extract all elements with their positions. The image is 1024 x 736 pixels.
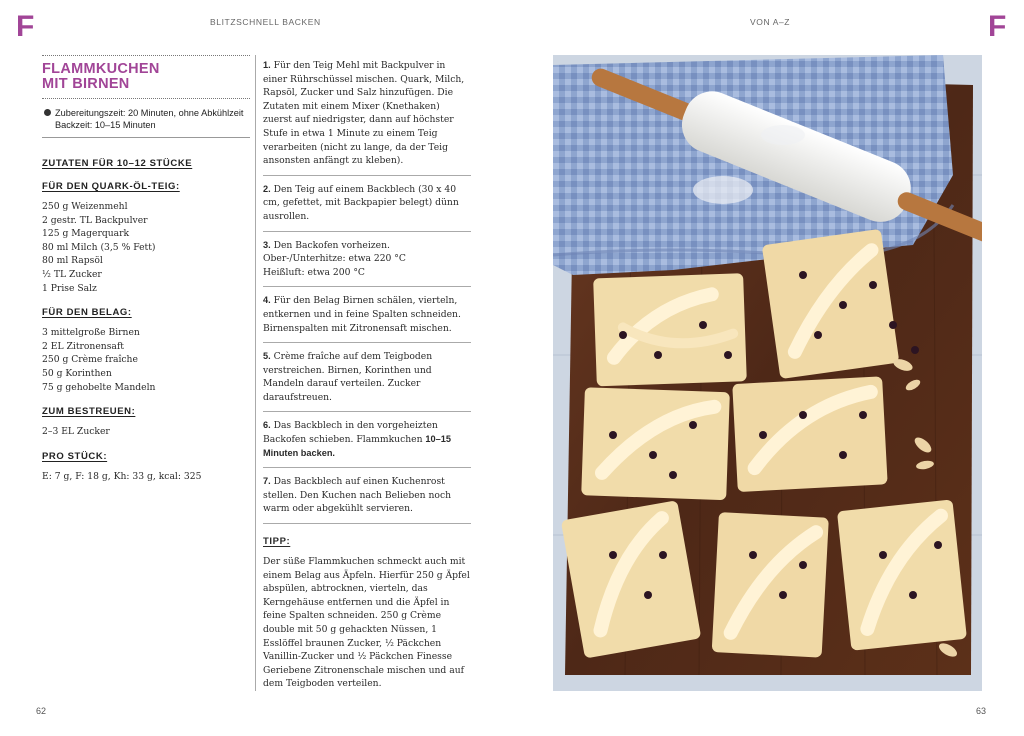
ingredient: 125 g Magerquark bbox=[42, 228, 130, 240]
step-7 bbox=[263, 474, 471, 524]
dough-list bbox=[42, 200, 250, 295]
tip-heading: TIPP: bbox=[263, 536, 291, 548]
pastry-slice bbox=[762, 229, 900, 379]
topping-list bbox=[42, 326, 250, 394]
step-number: 2. bbox=[263, 183, 271, 194]
pastry-slice bbox=[837, 499, 967, 650]
step-6 bbox=[263, 418, 471, 468]
step-text: Für den Belag Birnen schälen, vierteln, entkernen und in feine Spalten schneiden. Birnenspalten mit Zitronensaft mischen. bbox=[263, 295, 461, 334]
dough-heading: FÜR DEN QUARK-ÖL-TEIG: bbox=[42, 181, 180, 192]
step-number: 6. bbox=[263, 420, 271, 431]
step-5 bbox=[263, 349, 471, 412]
step-text: Das Backblech in den vorgeheizten Backofen schieben. Flammkuchen bbox=[263, 420, 438, 446]
ingredient: 75 g gehobelte Mandeln bbox=[42, 381, 156, 393]
nutrition-info: E: 7 g, F: 18 g, Kh: 33 g, kcal: 325 bbox=[42, 470, 202, 482]
recipe-title-line2: MIT BIRNEN bbox=[42, 76, 130, 92]
step-text: Den Teig auf einem Backblech (30 x 40 cm, gefettet, mit Backpapier belegt) dünn ausrollen. bbox=[263, 183, 459, 222]
step-number: 7. bbox=[263, 476, 271, 487]
flour-dust bbox=[693, 176, 753, 204]
step-text: Das Backblech auf einen Kuchenrost stellen. Den Kuchen nach Belieben noch warm oder abgekühlt servieren. bbox=[263, 476, 452, 515]
tip-text: Der süße Flammkuchen schmeckt auch mit einem Belag aus Äpfeln. Hierfür 250 g Äpfel abspülen, abtrocknen, vierteln, das Kerngehäuse entfernen und die Äpfel in feine Spalten schneiden. 250 g Crème double mit 50 g gehackten Nüssen, 1 Esslöffel braunen Zucker, ½ Päckchen Vanillin-Zucker und ½ Päckchen Finesse Geriebene Zitronenschale mischen und auf dem Teigboden verteilen. bbox=[263, 556, 470, 690]
oven-conventional: Ober-/Unterhitze: etwa 220 °C bbox=[263, 253, 406, 265]
recipe-title bbox=[42, 56, 250, 98]
page-number-left: 62 bbox=[36, 706, 47, 716]
pastry-slice bbox=[581, 387, 730, 500]
per-piece-heading: PRO STÜCK: bbox=[42, 450, 108, 462]
ingredient: 250 g Crème fraîche bbox=[42, 354, 138, 366]
pastry-slice bbox=[732, 376, 887, 492]
step-number: 1. bbox=[263, 60, 271, 70]
page-number-right: 63 bbox=[976, 706, 987, 716]
section-letter-right: F bbox=[988, 10, 1007, 43]
ingredient: 80 ml Rapsöl bbox=[42, 255, 103, 267]
pastry-slice bbox=[712, 512, 829, 658]
ingredient: 250 g Weizenmehl bbox=[42, 201, 128, 212]
ingredient: 2 EL Zitronensaft bbox=[42, 340, 124, 352]
ingredient: 3 mittelgroße Birnen bbox=[42, 327, 140, 339]
ingredient: 1 Prise Salz bbox=[42, 282, 97, 294]
bake-time: Backzeit: 10–15 Minuten bbox=[55, 120, 156, 130]
oven-fan: Heißluft: etwa 200 °C bbox=[263, 266, 365, 278]
step-3 bbox=[263, 238, 471, 288]
recipe-title-line1: FLAMMKUCHEN bbox=[42, 61, 160, 77]
column-divider bbox=[255, 55, 256, 691]
pastry-slice bbox=[561, 500, 702, 658]
step-1 bbox=[263, 58, 471, 176]
step-number: 4. bbox=[263, 295, 271, 306]
topping-heading: FÜR DEN BELAG: bbox=[42, 307, 132, 319]
recipe-photo bbox=[553, 55, 982, 691]
step-2 bbox=[263, 182, 471, 232]
running-head-left: BLITZSCHNELL BACKEN bbox=[210, 17, 321, 27]
step-emphasis: 10–15 Minuten backen. bbox=[263, 434, 451, 458]
pastry-slice bbox=[593, 273, 747, 386]
yield-heading: ZUTATEN FÜR 10–12 STÜCKE bbox=[42, 158, 193, 169]
step-number: 5. bbox=[263, 351, 271, 362]
prep-info bbox=[42, 99, 250, 137]
ingredient: ½ TL Zucker bbox=[42, 268, 102, 280]
ingredient: 80 ml Milch (3,5 % Fett) bbox=[42, 241, 156, 253]
section-letter-left: F bbox=[16, 10, 35, 43]
ingredient: 2 gestr. TL Backpulver bbox=[42, 214, 148, 226]
sprinkle-heading: ZUM BESTREUEN: bbox=[42, 406, 136, 418]
step-text: Crème fraîche auf dem Teigboden verstreichen. Birnen, Korinthen und Mandeln darauf verteilen. Zucker daraufstreuen. bbox=[263, 351, 433, 403]
step-number: 3. bbox=[263, 239, 271, 250]
clock-icon bbox=[44, 109, 51, 116]
running-head-right: VON A–Z bbox=[750, 17, 791, 27]
step-4 bbox=[263, 293, 471, 343]
instructions-column bbox=[263, 58, 471, 691]
ingredients-column bbox=[42, 55, 250, 483]
sprinkle-list bbox=[42, 425, 250, 439]
ingredient: 50 g Korinthen bbox=[42, 367, 112, 379]
step-text: Den Backofen vorheizen. bbox=[273, 239, 390, 251]
flammkuchen-photo-illustration bbox=[553, 55, 982, 691]
ingredient: 2–3 EL Zucker bbox=[42, 426, 110, 438]
flour-dust bbox=[761, 125, 805, 145]
prep-rule bbox=[42, 137, 250, 138]
prep-time: Zubereitungszeit: 20 Minuten, ohne Abkühlzeit bbox=[55, 108, 244, 118]
step-text: Für den Teig Mehl mit Backpulver in einer Rührschüssel mischen. Quark, Milch, Rapsöl, Zucker und Salz hinzufügen. Die Zutaten mit einem Mixer (Knethaken) zuerst auf niedrigster, dann auf höchster Stufe in etwa 1 Minute zu einem Teig verarbeiten (nicht zu lange, da der Teig ansonsten anfängt zu kleben). bbox=[263, 60, 465, 167]
